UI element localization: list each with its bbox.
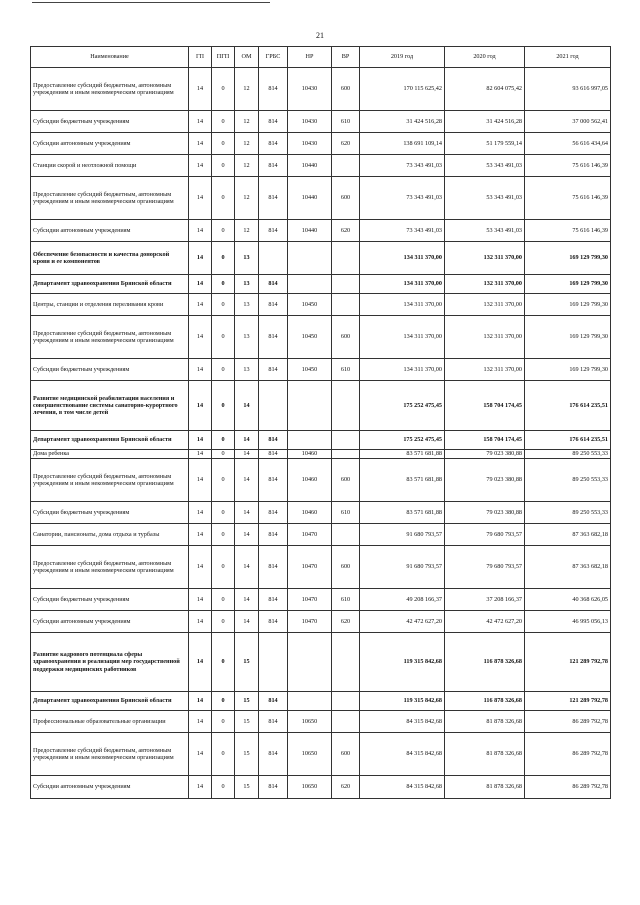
nr-cell: 10650: [288, 711, 332, 733]
amount-2020-cell: 116 878 326,68: [445, 692, 525, 711]
vr-cell: [332, 381, 360, 431]
gp-cell: 14: [189, 133, 212, 155]
pgp-cell: 0: [212, 459, 235, 502]
om-cell: 14: [235, 459, 259, 502]
table-body: [31, 68, 611, 799]
column-header: ОМ: [235, 47, 259, 68]
amount-2020-cell: 158 704 174,45: [445, 431, 525, 450]
nr-cell: 10470: [288, 524, 332, 546]
amount-2020-cell: 132 311 370,00: [445, 316, 525, 359]
vr-cell: [332, 524, 360, 546]
amount-2021-cell: 87 363 682,18: [525, 546, 611, 589]
amount-2019-cell: 119 315 842,68: [360, 633, 445, 692]
row-name-cell: Предоставление субсидий бюджетным, автономным учреждениям и иным некоммерческим организациям: [31, 546, 189, 589]
column-header: 2019 год: [360, 47, 445, 68]
nr-cell: [288, 692, 332, 711]
amount-2020-cell: 53 343 491,03: [445, 177, 525, 220]
om-cell: 13: [235, 242, 259, 275]
om-cell: 13: [235, 359, 259, 381]
amount-2019-cell: 73 343 491,03: [360, 177, 445, 220]
gp-cell: 14: [189, 359, 212, 381]
amount-2019-cell: 83 571 681,88: [360, 459, 445, 502]
grbs-cell: [259, 381, 288, 431]
nr-cell: 10430: [288, 111, 332, 133]
pgp-cell: 0: [212, 177, 235, 220]
om-cell: 15: [235, 633, 259, 692]
pgp-cell: 0: [212, 733, 235, 776]
grbs-cell: 814: [259, 177, 288, 220]
pgp-cell: 0: [212, 431, 235, 450]
row-name-cell: Предоставление субсидий бюджетным, автономным учреждениям и иным некоммерческим организациям: [31, 733, 189, 776]
row-name-cell: Департамент здравоохранения Брянской области: [31, 431, 189, 450]
amount-2021-cell: 121 289 792,78: [525, 692, 611, 711]
grbs-cell: 814: [259, 133, 288, 155]
amount-2019-cell: 42 472 627,20: [360, 611, 445, 633]
amount-2020-cell: 132 311 370,00: [445, 294, 525, 316]
row-name-cell: Предоставление субсидий бюджетным, автономным учреждениям и иным некоммерческим организациям: [31, 177, 189, 220]
vr-cell: 600: [332, 546, 360, 589]
grbs-cell: 814: [259, 275, 288, 294]
vr-cell: 620: [332, 776, 360, 799]
pgp-cell: 0: [212, 502, 235, 524]
amount-2019-cell: 83 571 681,88: [360, 502, 445, 524]
top-rule: [32, 2, 270, 3]
row-name-cell: Субсидии бюджетным учреждениям: [31, 111, 189, 133]
vr-cell: 600: [332, 316, 360, 359]
amount-2021-cell: 169 129 799,30: [525, 359, 611, 381]
amount-2021-cell: 56 616 434,64: [525, 133, 611, 155]
column-header: 2021 год: [525, 47, 611, 68]
row-name-cell: Субсидии бюджетным учреждениям: [31, 589, 189, 611]
row-name-cell: Станции скорой и неотложной помощи: [31, 155, 189, 177]
vr-cell: 610: [332, 111, 360, 133]
budget-table: [30, 46, 611, 799]
table-row: [31, 776, 611, 799]
nr-cell: [288, 275, 332, 294]
grbs-cell: 814: [259, 524, 288, 546]
pgp-cell: 0: [212, 275, 235, 294]
amount-2020-cell: 158 704 174,45: [445, 381, 525, 431]
table-header: [31, 47, 611, 68]
grbs-cell: 814: [259, 546, 288, 589]
gp-cell: 14: [189, 155, 212, 177]
gp-cell: 14: [189, 733, 212, 776]
table-row: [31, 733, 611, 776]
gp-cell: 14: [189, 711, 212, 733]
om-cell: 12: [235, 177, 259, 220]
amount-2021-cell: 169 129 799,30: [525, 294, 611, 316]
om-cell: 14: [235, 546, 259, 589]
nr-cell: 10440: [288, 155, 332, 177]
table-row: [31, 359, 611, 381]
pgp-cell: 0: [212, 111, 235, 133]
nr-cell: [288, 633, 332, 692]
gp-cell: 14: [189, 776, 212, 799]
table-row: [31, 589, 611, 611]
amount-2021-cell: 89 250 553,33: [525, 459, 611, 502]
table-row: [31, 155, 611, 177]
grbs-cell: 814: [259, 68, 288, 111]
column-header: ГП: [189, 47, 212, 68]
row-name-cell: Обеспечение безопасности и качества донорской крови и ее компонентов: [31, 242, 189, 275]
amount-2020-cell: 79 680 793,57: [445, 524, 525, 546]
om-cell: 14: [235, 450, 259, 459]
gp-cell: 14: [189, 502, 212, 524]
table-row: [31, 502, 611, 524]
table-row: [31, 111, 611, 133]
amount-2021-cell: 176 614 235,51: [525, 381, 611, 431]
vr-cell: 610: [332, 502, 360, 524]
row-name-cell: Субсидии автономным учреждениям: [31, 776, 189, 799]
amount-2021-cell: 37 000 562,41: [525, 111, 611, 133]
amount-2020-cell: 82 604 075,42: [445, 68, 525, 111]
nr-cell: 10470: [288, 589, 332, 611]
vr-cell: 600: [332, 459, 360, 502]
column-header: 2020 год: [445, 47, 525, 68]
amount-2021-cell: 89 250 553,33: [525, 450, 611, 459]
amount-2019-cell: 175 252 475,45: [360, 431, 445, 450]
column-header: ПГП: [212, 47, 235, 68]
table-row: [31, 711, 611, 733]
grbs-cell: 814: [259, 431, 288, 450]
grbs-cell: 814: [259, 502, 288, 524]
om-cell: 13: [235, 275, 259, 294]
table-row: [31, 692, 611, 711]
om-cell: 15: [235, 711, 259, 733]
table-row: [31, 611, 611, 633]
row-name-cell: Дома ребенка: [31, 450, 189, 459]
nr-cell: 10460: [288, 450, 332, 459]
om-cell: 12: [235, 220, 259, 242]
nr-cell: 10460: [288, 459, 332, 502]
om-cell: 13: [235, 294, 259, 316]
grbs-cell: 814: [259, 733, 288, 776]
table-row: [31, 177, 611, 220]
gp-cell: 14: [189, 692, 212, 711]
grbs-cell: 814: [259, 611, 288, 633]
grbs-cell: 814: [259, 776, 288, 799]
grbs-cell: 814: [259, 589, 288, 611]
om-cell: 14: [235, 589, 259, 611]
amount-2021-cell: 176 614 235,51: [525, 431, 611, 450]
grbs-cell: 814: [259, 294, 288, 316]
vr-cell: 610: [332, 359, 360, 381]
vr-cell: [332, 711, 360, 733]
amount-2019-cell: 138 691 109,14: [360, 133, 445, 155]
pgp-cell: 0: [212, 711, 235, 733]
amount-2020-cell: 53 343 491,03: [445, 155, 525, 177]
nr-cell: 10440: [288, 177, 332, 220]
pgp-cell: 0: [212, 524, 235, 546]
amount-2021-cell: 75 616 146,39: [525, 220, 611, 242]
row-name-cell: Санатории, пансионаты, дома отдыха и турбазы: [31, 524, 189, 546]
nr-cell: [288, 431, 332, 450]
vr-cell: [332, 633, 360, 692]
amount-2020-cell: 81 878 326,68: [445, 776, 525, 799]
amount-2021-cell: 169 129 799,30: [525, 242, 611, 275]
gp-cell: 14: [189, 316, 212, 359]
column-header: НР: [288, 47, 332, 68]
amount-2019-cell: 73 343 491,03: [360, 155, 445, 177]
amount-2021-cell: 86 289 792,78: [525, 776, 611, 799]
amount-2019-cell: 119 315 842,68: [360, 692, 445, 711]
grbs-cell: 814: [259, 220, 288, 242]
amount-2019-cell: 31 424 516,28: [360, 111, 445, 133]
amount-2019-cell: 73 343 491,03: [360, 220, 445, 242]
row-name-cell: Центры, станции и отделения переливания крови: [31, 294, 189, 316]
page-number: 21: [316, 31, 324, 40]
gp-cell: 14: [189, 68, 212, 111]
table-row: [31, 68, 611, 111]
pgp-cell: 0: [212, 133, 235, 155]
amount-2019-cell: 84 315 842,68: [360, 711, 445, 733]
gp-cell: 14: [189, 294, 212, 316]
vr-cell: 610: [332, 589, 360, 611]
table-row: [31, 431, 611, 450]
gp-cell: 14: [189, 589, 212, 611]
pgp-cell: 0: [212, 294, 235, 316]
om-cell: 15: [235, 733, 259, 776]
amount-2020-cell: 81 878 326,68: [445, 711, 525, 733]
vr-cell: 600: [332, 177, 360, 220]
nr-cell: 10430: [288, 68, 332, 111]
table-row: [31, 546, 611, 589]
vr-cell: [332, 431, 360, 450]
om-cell: 13: [235, 316, 259, 359]
amount-2019-cell: 134 311 370,00: [360, 275, 445, 294]
pgp-cell: 0: [212, 546, 235, 589]
amount-2020-cell: 31 424 516,28: [445, 111, 525, 133]
amount-2019-cell: 83 571 681,88: [360, 450, 445, 459]
amount-2021-cell: 169 129 799,30: [525, 316, 611, 359]
amount-2019-cell: 84 315 842,68: [360, 733, 445, 776]
amount-2021-cell: 86 289 792,78: [525, 733, 611, 776]
gp-cell: 14: [189, 633, 212, 692]
grbs-cell: 814: [259, 359, 288, 381]
pgp-cell: 0: [212, 242, 235, 275]
table-row: [31, 459, 611, 502]
row-name-cell: Субсидии автономным учреждениям: [31, 611, 189, 633]
table-row: [31, 524, 611, 546]
header-row: [31, 47, 611, 68]
vr-cell: 600: [332, 733, 360, 776]
nr-cell: 10460: [288, 502, 332, 524]
amount-2019-cell: 134 311 370,00: [360, 359, 445, 381]
gp-cell: 14: [189, 611, 212, 633]
pgp-cell: 0: [212, 316, 235, 359]
amount-2019-cell: 134 311 370,00: [360, 242, 445, 275]
nr-cell: 10650: [288, 776, 332, 799]
row-name-cell: Развитие медицинской реабилитации населения и совершенствование системы санаторно-курортного лечения, в том числе детей: [31, 381, 189, 431]
gp-cell: 14: [189, 220, 212, 242]
grbs-cell: 814: [259, 450, 288, 459]
om-cell: 14: [235, 431, 259, 450]
pgp-cell: 0: [212, 359, 235, 381]
amount-2020-cell: 53 343 491,03: [445, 220, 525, 242]
table-row: [31, 381, 611, 431]
amount-2021-cell: 46 995 056,13: [525, 611, 611, 633]
grbs-cell: 814: [259, 711, 288, 733]
table-row: [31, 242, 611, 275]
column-header: ВР: [332, 47, 360, 68]
om-cell: 14: [235, 381, 259, 431]
amount-2020-cell: 79 023 380,88: [445, 450, 525, 459]
table-row: [31, 133, 611, 155]
pgp-cell: 0: [212, 692, 235, 711]
row-name-cell: Предоставление субсидий бюджетным, автономным учреждениям и иным некоммерческим организациям: [31, 316, 189, 359]
amount-2021-cell: 169 129 799,30: [525, 275, 611, 294]
row-name-cell: Субсидии бюджетным учреждениям: [31, 359, 189, 381]
row-name-cell: Департамент здравоохранения Брянской области: [31, 275, 189, 294]
om-cell: 12: [235, 111, 259, 133]
vr-cell: [332, 242, 360, 275]
gp-cell: 14: [189, 275, 212, 294]
amount-2019-cell: 170 115 625,42: [360, 68, 445, 111]
table-row: [31, 633, 611, 692]
row-name-cell: Департамент здравоохранения Брянской области: [31, 692, 189, 711]
vr-cell: [332, 275, 360, 294]
amount-2019-cell: 49 208 166,37: [360, 589, 445, 611]
amount-2020-cell: 42 472 627,20: [445, 611, 525, 633]
pgp-cell: 0: [212, 155, 235, 177]
amount-2019-cell: 134 311 370,00: [360, 294, 445, 316]
vr-cell: 600: [332, 68, 360, 111]
nr-cell: 10450: [288, 294, 332, 316]
nr-cell: [288, 242, 332, 275]
om-cell: 14: [235, 611, 259, 633]
amount-2021-cell: 40 368 626,05: [525, 589, 611, 611]
amount-2019-cell: 91 680 793,57: [360, 524, 445, 546]
nr-cell: 10440: [288, 220, 332, 242]
column-header: Наименование: [31, 47, 189, 68]
amount-2021-cell: 86 289 792,78: [525, 711, 611, 733]
grbs-cell: [259, 633, 288, 692]
pgp-cell: 0: [212, 450, 235, 459]
table-row: [31, 275, 611, 294]
amount-2020-cell: 132 311 370,00: [445, 242, 525, 275]
pgp-cell: 0: [212, 633, 235, 692]
vr-cell: [332, 450, 360, 459]
om-cell: 12: [235, 68, 259, 111]
pgp-cell: 0: [212, 589, 235, 611]
table-row: [31, 220, 611, 242]
vr-cell: [332, 294, 360, 316]
gp-cell: 14: [189, 524, 212, 546]
nr-cell: 10450: [288, 316, 332, 359]
row-name-cell: Субсидии автономным учреждениям: [31, 133, 189, 155]
pgp-cell: 0: [212, 611, 235, 633]
amount-2020-cell: 79 023 380,88: [445, 502, 525, 524]
vr-cell: 620: [332, 133, 360, 155]
amount-2019-cell: 91 680 793,57: [360, 546, 445, 589]
amount-2021-cell: 93 616 997,05: [525, 68, 611, 111]
amount-2020-cell: 132 311 370,00: [445, 275, 525, 294]
om-cell: 14: [235, 502, 259, 524]
om-cell: 12: [235, 155, 259, 177]
om-cell: 15: [235, 776, 259, 799]
amount-2021-cell: 75 616 146,39: [525, 177, 611, 220]
pgp-cell: 0: [212, 776, 235, 799]
om-cell: 14: [235, 524, 259, 546]
amount-2021-cell: 87 363 682,18: [525, 524, 611, 546]
gp-cell: 14: [189, 111, 212, 133]
gp-cell: 14: [189, 450, 212, 459]
nr-cell: [288, 381, 332, 431]
row-name-cell: Субсидии автономным учреждениям: [31, 220, 189, 242]
nr-cell: 10650: [288, 733, 332, 776]
row-name-cell: Субсидии бюджетным учреждениям: [31, 502, 189, 524]
gp-cell: 14: [189, 242, 212, 275]
vr-cell: [332, 692, 360, 711]
pgp-cell: 0: [212, 68, 235, 111]
grbs-cell: 814: [259, 459, 288, 502]
nr-cell: 10450: [288, 359, 332, 381]
gp-cell: 14: [189, 431, 212, 450]
nr-cell: 10470: [288, 546, 332, 589]
vr-cell: 620: [332, 220, 360, 242]
amount-2020-cell: 51 179 559,14: [445, 133, 525, 155]
amount-2020-cell: 132 311 370,00: [445, 359, 525, 381]
gp-cell: 14: [189, 459, 212, 502]
vr-cell: 620: [332, 611, 360, 633]
vr-cell: [332, 155, 360, 177]
row-name-cell: Развитие кадрового потенциала сферы здравоохранения и реализация мер государственной поддержки медицинских работников: [31, 633, 189, 692]
gp-cell: 14: [189, 381, 212, 431]
om-cell: 12: [235, 133, 259, 155]
grbs-cell: 814: [259, 111, 288, 133]
amount-2020-cell: 81 878 326,68: [445, 733, 525, 776]
gp-cell: 14: [189, 177, 212, 220]
amount-2019-cell: 175 252 475,45: [360, 381, 445, 431]
row-name-cell: Профессиональные образовательные организации: [31, 711, 189, 733]
column-header: ГРБС: [259, 47, 288, 68]
amount-2021-cell: 121 289 792,78: [525, 633, 611, 692]
row-name-cell: Предоставление субсидий бюджетным, автономным учреждениям и иным некоммерческим организациям: [31, 68, 189, 111]
nr-cell: 10470: [288, 611, 332, 633]
table-row: [31, 450, 611, 459]
table-row: [31, 316, 611, 359]
amount-2020-cell: 79 023 380,88: [445, 459, 525, 502]
amount-2020-cell: 37 208 166,37: [445, 589, 525, 611]
amount-2020-cell: 79 680 793,57: [445, 546, 525, 589]
grbs-cell: 814: [259, 692, 288, 711]
pgp-cell: 0: [212, 381, 235, 431]
pgp-cell: 0: [212, 220, 235, 242]
gp-cell: 14: [189, 546, 212, 589]
amount-2020-cell: 116 878 326,68: [445, 633, 525, 692]
table-row: [31, 294, 611, 316]
amount-2019-cell: 134 311 370,00: [360, 316, 445, 359]
row-name-cell: Предоставление субсидий бюджетным, автономным учреждениям и иным некоммерческим организациям: [31, 459, 189, 502]
amount-2021-cell: 75 616 146,39: [525, 155, 611, 177]
nr-cell: 10430: [288, 133, 332, 155]
grbs-cell: 814: [259, 316, 288, 359]
grbs-cell: [259, 242, 288, 275]
grbs-cell: 814: [259, 155, 288, 177]
om-cell: 15: [235, 692, 259, 711]
amount-2019-cell: 84 315 842,68: [360, 776, 445, 799]
amount-2021-cell: 89 250 553,33: [525, 502, 611, 524]
